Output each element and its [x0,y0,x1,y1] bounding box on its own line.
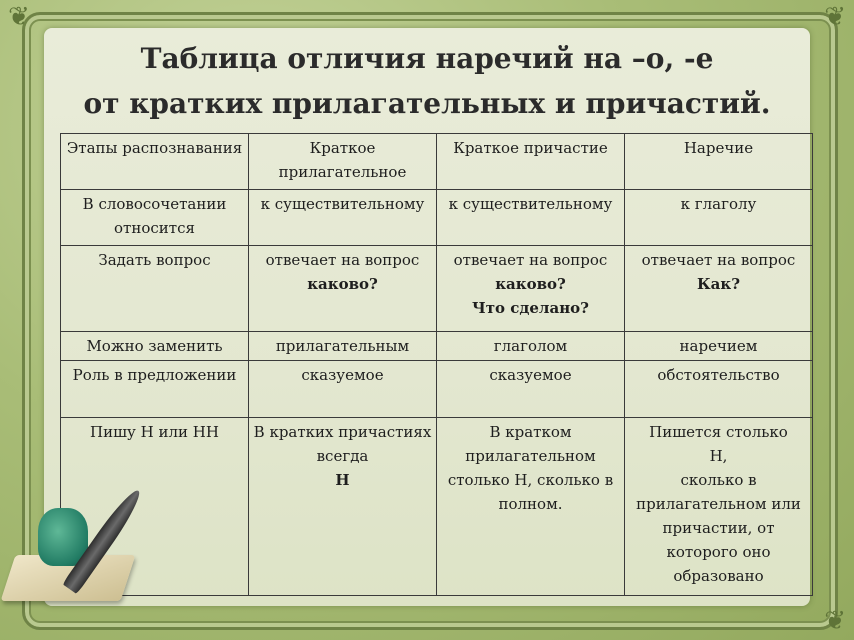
table-cell [437,246,625,332]
table-cell: обстоятельство [625,361,813,418]
table-row [61,418,813,596]
table-cell: к глаголу [625,190,813,246]
header-cell-short-participle: Краткое причастие [437,134,625,190]
cell-text: Н, [709,447,728,465]
cell-text-bold: каково? [495,275,566,293]
table-row [61,332,813,361]
table-cell: Задать вопрос [61,246,249,332]
cell-text: В кратких причастиях всегда [253,423,432,465]
table-cell: к существительному [437,190,625,246]
cell-text: Пишется столько [649,423,788,441]
cell-text: сколько в прилагательном или причастии, от которого оно образовано [636,471,801,585]
table-cell: сказуемое [437,361,625,418]
header-cell-adverb: Наречие [625,134,813,190]
table-cell: Можно заменить [61,332,249,361]
corner-ornament-icon: ❦ [824,2,846,32]
comparison-table [60,133,813,596]
title-line-2: от кратких прилагательных и причастий. [83,87,771,120]
header-cell-short-adjective: Краткое прилагательное [249,134,437,190]
table-row [61,361,813,418]
cell-text-bold: каково? [307,275,378,293]
corner-ornament-icon: ❦ [824,606,846,636]
table-cell [625,246,813,332]
cell-text-bold: Что сделано? [472,299,589,317]
cell-text: отвечает на вопрос [265,251,420,269]
table-row [61,246,813,332]
cell-text: отвечает на вопрос [453,251,608,269]
table-cell [249,246,437,332]
title-line-1: Таблица отличия наречий на –о, -е [140,42,714,75]
cell-text-bold: Как? [697,275,740,293]
page-title [44,36,810,126]
table-cell: наречием [625,332,813,361]
table-cell: глаголом [437,332,625,361]
table-cell: Пишу Н или НН [61,418,249,596]
cell-text-bold: Н [335,471,350,489]
table-cell: Роль в предложении [61,361,249,418]
table-header-row [61,134,813,190]
table-cell: В кратком прилагательном столько Н, сколько в полном. [437,418,625,596]
table-cell [249,418,437,596]
corner-ornament-icon: ❦ [8,2,30,32]
header-cell-stages: Этапы распознавания [61,134,249,190]
table-cell: к существительному [249,190,437,246]
table-cell: В словосочетании относится [61,190,249,246]
table-cell [625,418,813,596]
table-row [61,190,813,246]
table-cell: сказуемое [249,361,437,418]
cell-text: отвечает на вопрос [641,251,796,269]
table-cell: прилагательным [249,332,437,361]
